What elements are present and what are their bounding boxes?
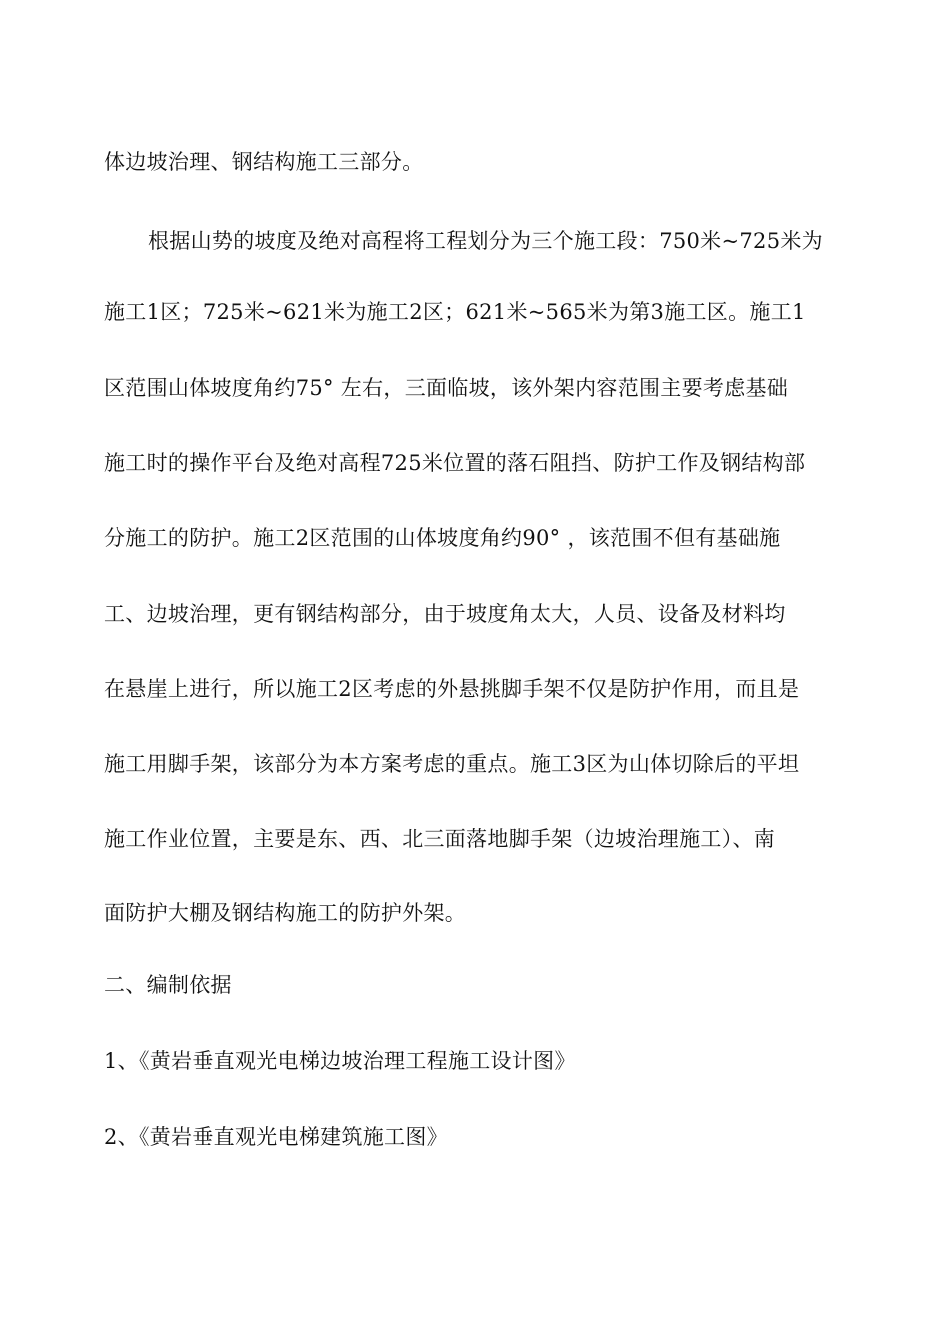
paragraph-line: 工、边坡治理，更有钢结构部分，由于坡度角太大，人员、设备及材料均: [104, 602, 786, 626]
reference-item-2: 2、《黄岩垂直观光电梯建筑施工图》: [104, 1125, 448, 1149]
paragraph-line: 施工用脚手架，该部分为本方案考虑的重点。施工3区为山体切除后的平坦: [104, 752, 800, 776]
reference-item-1: 1、《黄岩垂直观光电梯边坡治理工程施工设计图》: [104, 1049, 576, 1073]
paragraph-line: 施工时的操作平台及绝对高程725米位置的落石阻挡、防护工作及钢结构部: [104, 451, 806, 475]
paragraph-line: 分施工的防护。施工2区范围的山体坡度角约90° ，该范围不但有基础施: [104, 526, 781, 550]
paragraph-first-line: 根据山势的坡度及绝对高程将工程划分为三个施工段：750米~725米为: [148, 229, 823, 253]
paragraph-line: 在悬崖上进行，所以施工2区考虑的外悬挑脚手架不仅是防护作用，而且是: [104, 677, 800, 701]
paragraph-last-line: 面防护大棚及钢结构施工的防护外架。: [104, 901, 467, 925]
paragraph-line: 施工1区；725米~621米为施工2区；621米~565米为第3施工区。施工1: [104, 300, 806, 324]
paragraph-line: 区范围山体坡度角约75° 左右，三面临坡，该外架内容范围主要考虑基础: [104, 376, 789, 400]
section-heading: 二、编制依据: [104, 973, 232, 997]
paragraph-line: 施工作业位置，主要是东、西、北三面落地脚手架（边坡治理施工）、南: [104, 827, 776, 851]
paragraph-continuation-line: 体边坡治理、钢结构施工三部分。: [104, 150, 424, 174]
